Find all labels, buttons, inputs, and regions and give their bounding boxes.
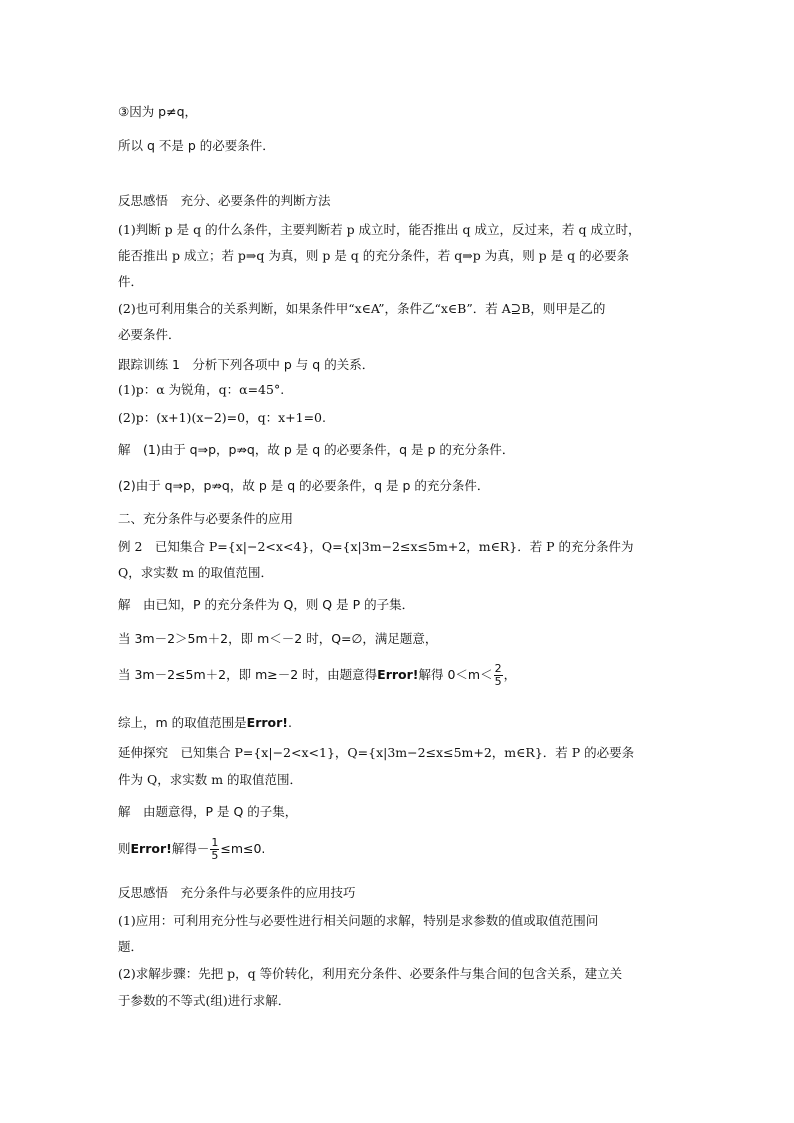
text-line: (1)判断 p 是 q 的什么条件，主要判断若 p 成立时，能否推出 q 成立，反过来，若 q 成立时， [118,222,641,237]
text-line: 题． [118,939,144,954]
fraction-numerator: 2 [494,662,502,675]
text-segment: 综上，m 的取值范围是 [118,715,247,730]
text-line: (2)p：(x+1)(x−2)=0，q：x+1=0. [118,410,326,425]
text-line: 解 (1)由于 q⇒p，p⇏q，故 p 是 q 的必要条件，q 是 p 的充分条件． [118,442,515,457]
text-line: 于参数的不等式(组)进行求解． [118,993,291,1008]
text-line: 解 由已知，P 的充分条件为 Q，则 Q 是 P 的子集． [118,597,415,612]
section-heading: 二、充分条件与必要条件的应用 [118,511,294,526]
fraction [494,663,503,688]
text-line: 所以 q 不是 p 的必要条件． [118,138,275,153]
text-segment: 解得－ [171,841,210,856]
text-segment: 当 3m－2≤5m＋2，即 m≥－2 时，由题意得 [118,667,378,682]
fraction-denominator: 5 [211,849,219,862]
text-segment: . [287,715,292,730]
text-line: 解 由题意得，P 是 Q 的子集， [118,804,298,819]
text-line: 延伸探究 已知集合 P={x|−2<x<1}，Q={x|3m−2≤x≤5m+2，m∈R}．若 P 的必要条 [118,745,635,760]
text-segment: 则 [118,841,131,856]
error-marker: Error! [130,841,172,856]
text-line: 例 2 已知集合 P={x|−2<x<4}，Q={x|3m−2≤x≤5m+2，m∈R}．若 P 的充分条件为 [118,539,634,554]
text-line: (2)求解步骤：先把 p，q 等价转化，利用充分条件、必要条件与集合间的包含关系，建立关 [118,966,623,981]
text-segment: ≤m≤0. [220,841,266,856]
error-marker: Error! [246,715,288,730]
text-line [118,663,516,688]
text-line: 必要条件． [118,327,181,342]
text-line: ③因为 p≠q， [118,104,198,119]
section-heading: 反思感悟 充分、必要条件的判断方法 [118,193,331,208]
fraction-numerator: 1 [211,836,219,849]
fraction [210,837,219,862]
section-heading: 反思感悟 充分条件与必要条件的应用技巧 [118,885,356,900]
text-segment: 解得 0＜m＜ [418,667,493,682]
text-line: 能否推出 p 成立；若 p⇒q 为真，则 p 是 q 的充分条件，若 q⇒p 为真，则 p 是 q 的必要条 [118,248,630,263]
text-line: (1)p：α 为锐角，q：α=45°. [118,382,285,397]
text-line: 件． [118,274,144,289]
exercise-heading: 跟踪训练 1 分析下列各项中 p 与 q 的关系． [118,357,375,372]
text-line: Q，求实数 m 的取值范围． [118,565,274,580]
text-line [118,715,292,731]
text-line: 件为 Q，求实数 m 的取值范围． [118,772,303,787]
text-line: (2)也可利用集合的关系判断，如果条件甲“x∈A”，条件乙“x∈B”．若 A⊇B，则甲是乙的 [118,301,606,316]
text-line: 当 3m－2＞5m＋2，即 m＜－2 时，Q=∅，满足题意， [118,631,438,646]
error-marker: Error! [377,667,419,682]
text-line [118,837,265,862]
text-line: (2)由于 q⇒p，p⇏q，故 p 是 q 的必要条件，q 是 p 的充分条件． [118,478,490,493]
fraction-denominator: 5 [494,675,502,688]
text-line: (1)应用：可利用充分性与必要性进行相关问题的求解，特别是求参数的值或取值范围问 [118,913,599,928]
text-segment: ， [503,667,517,682]
